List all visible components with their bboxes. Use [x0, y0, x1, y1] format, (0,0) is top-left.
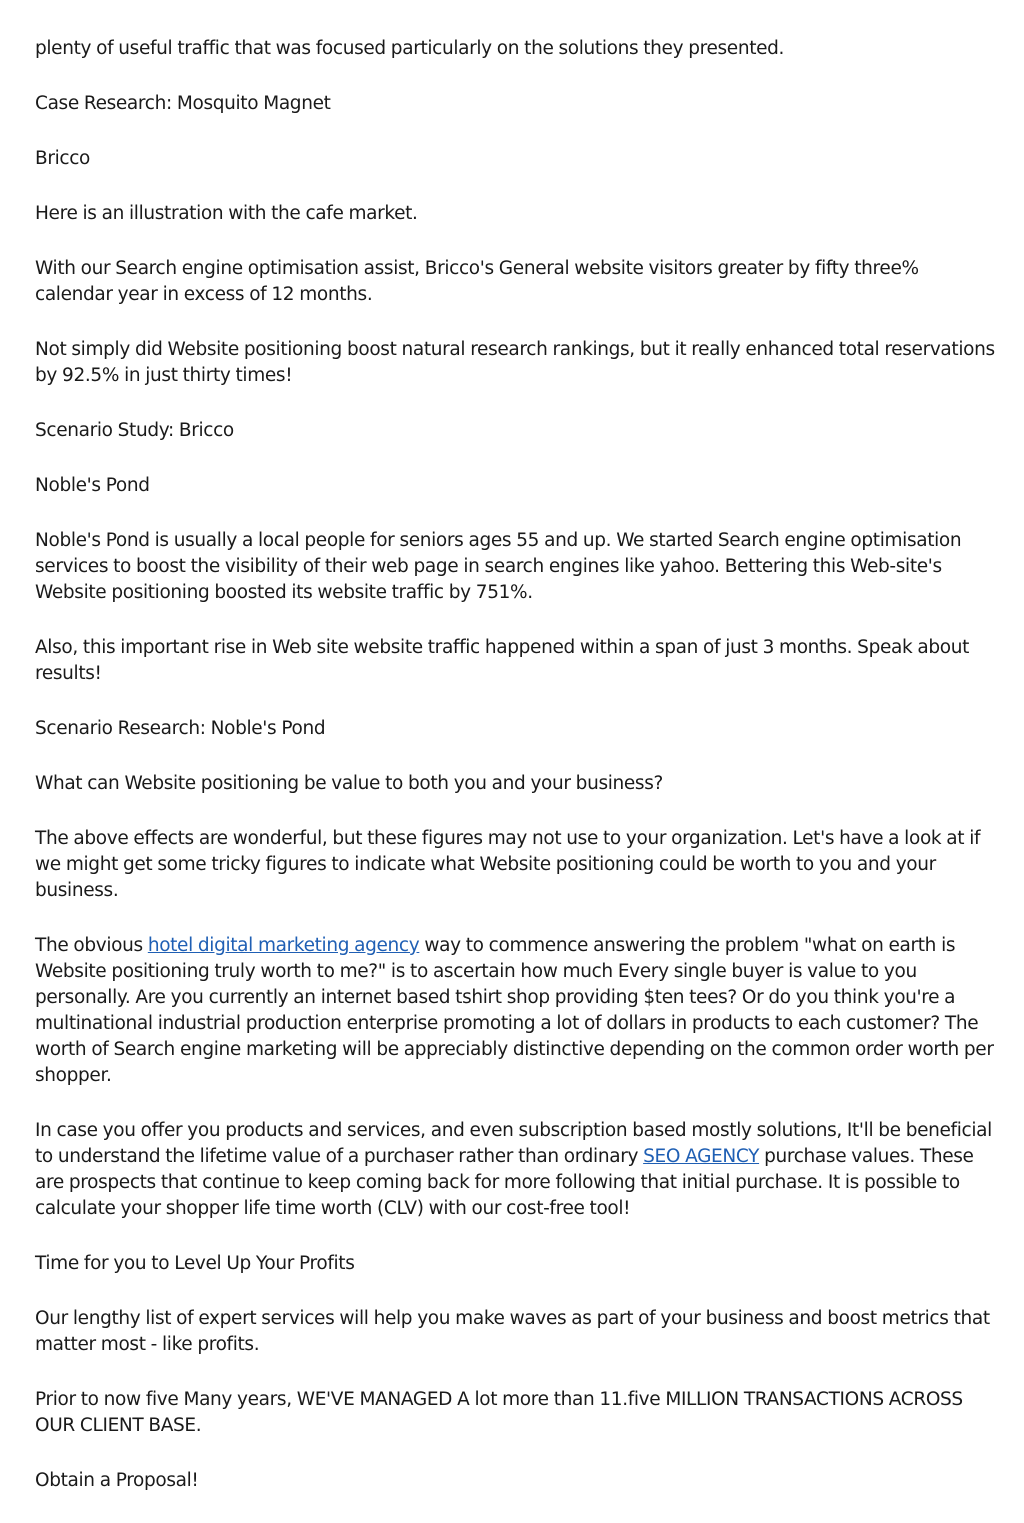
- value-question-heading: What can Website positioning be value to both you and your business?: [35, 773, 663, 794]
- bricco-reservations-paragraph: Not simply did Website positioning boost natural research rankings, but it really enhanced total reservations by 92.5% in just thirty times!: [35, 339, 995, 386]
- case-heading-nobles-pond: Scenario Research: Noble's Pond: [35, 718, 326, 739]
- nobles-pond-paragraph: Noble's Pond is usually a local people for seniors ages 55 and up. We started Search engine optimisation services to boost the visibility of their web page in search engines like yahoo. Bettering this Web-site's Website positioning boosted its website traffic by 751%.: [35, 530, 962, 603]
- nobles-pond-results-paragraph: Also, this important rise in Web site website traffic happened within a span of just 3 months. Speak about results!: [35, 637, 970, 684]
- section-heading-nobles-pond: Noble's Pond: [35, 475, 150, 496]
- intro-paragraph: plenty of useful traffic that was focused particularly on the solutions they presented.: [35, 38, 785, 59]
- buyer-value-text-end: way to commence answering the problem "what on earth is Website positioning truly worth to me?" is to ascertain how much Every single buyer is value to you personally. Are you currently an internet based tshirt shop providing $ten tees? Or do you think you're a multinational industrial production enterprise promoting a lot of dollars in products to each customer? The worth of Search engine marketing will be appreciably distinctive depending on the common order worth per shopper.: [35, 935, 994, 1086]
- services-paragraph: Our lengthy list of expert services will help you make waves as part of your business and boost metrics that matter most - like profits.: [35, 1308, 990, 1355]
- proposal-call-to-action: Obtain a Proposal!: [35, 1470, 199, 1491]
- transactions-paragraph: Prior to now five Many years, WE'VE MANAGED A lot more than 11.five MILLION TRANSACTIONS ACROSS OUR CLIENT BASE.: [35, 1389, 963, 1436]
- seo-agency-link[interactable]: SEO AGENCY: [643, 1146, 760, 1167]
- hotel-digital-marketing-agency-link[interactable]: hotel digital marketing agency: [147, 935, 420, 956]
- effects-paragraph: The above effects are wonderful, but these figures may not use to your organization. Let's have a look at if we might get some tricky figures to indicate what Website positioning could be worth to you and your business.: [35, 828, 981, 901]
- lifetime-value-text-end: purchase values. These are prospects that continue to keep coming back for more following that initial purchase. It is possible to calculate your shopper life time worth (CLV) with our cost-free tool!: [35, 1146, 974, 1219]
- bricco-traffic-paragraph: With our Search engine optimisation assist, Bricco's General website visitors greater by fifty three% calendar year in excess of 12 months.: [35, 258, 919, 305]
- lifetime-value-text-start: In case you offer you products and services, and even subscription based mostly solutions, It'll be beneficial to understand the lifetime value of a purchaser rather than ordinary: [35, 1120, 992, 1167]
- document-body: [35, 36, 995, 1523]
- lifetime-value-paragraph: [35, 1118, 995, 1222]
- buyer-value-text-start: The obvious: [35, 935, 148, 956]
- case-heading-mosquito-magnet: Case Research: Mosquito Magnet: [35, 93, 331, 114]
- case-heading-bricco: Scenario Study: Bricco: [35, 420, 234, 441]
- level-up-heading: Time for you to Level Up Your Profits: [35, 1253, 355, 1274]
- bricco-intro-paragraph: Here is an illustration with the cafe market.: [35, 203, 418, 224]
- section-heading-bricco: Bricco: [35, 148, 90, 169]
- buyer-value-paragraph: [35, 933, 995, 1089]
